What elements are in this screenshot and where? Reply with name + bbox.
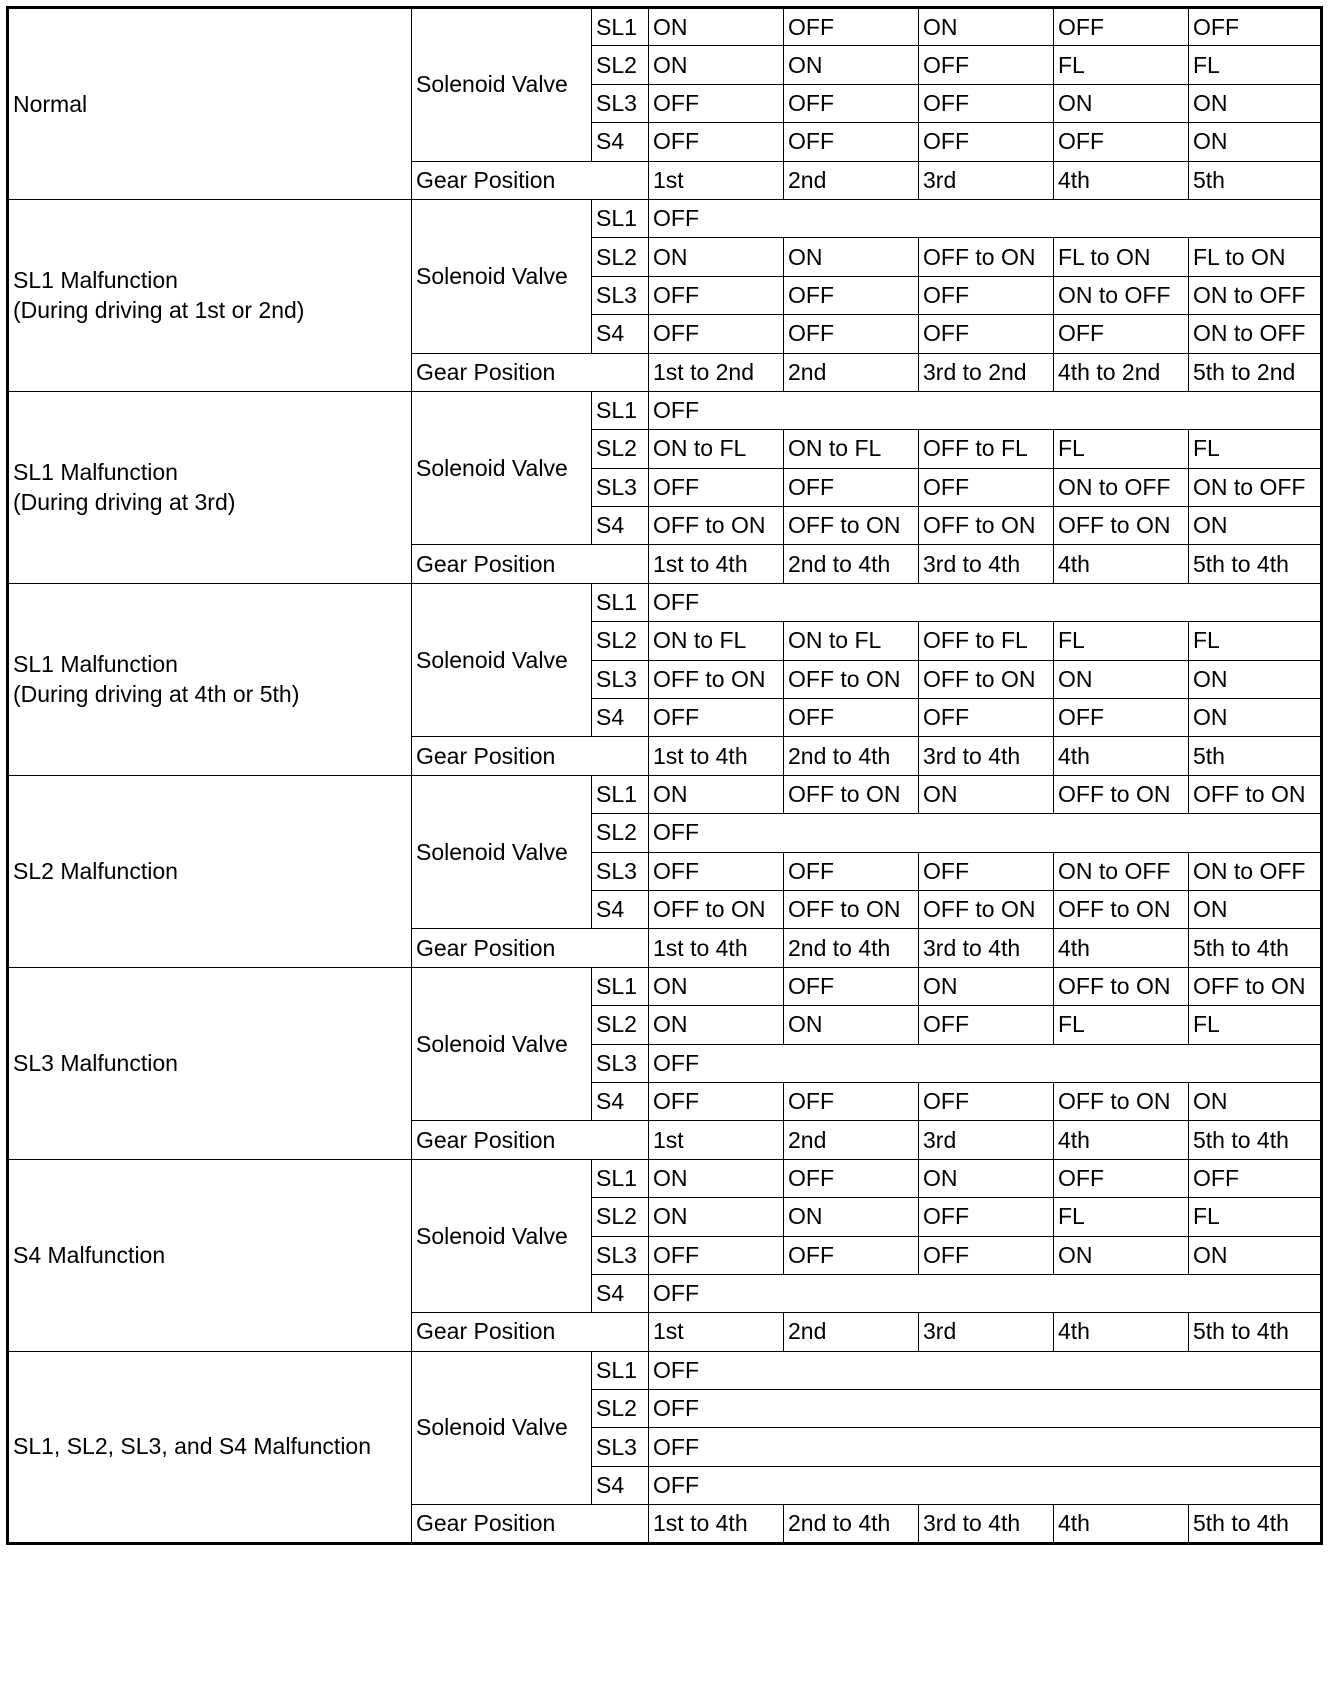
valve-state: ON to FL	[784, 622, 919, 660]
valve-state: OFF	[919, 1082, 1054, 1120]
valve-state: OFF to ON	[1054, 507, 1189, 545]
condition-cell: SL1, SL2, SL3, and S4 Malfunction	[8, 1351, 412, 1543]
valve-state: FL to ON	[1189, 238, 1322, 276]
valve-row	[8, 583, 1322, 621]
valve-state: OFF	[1054, 1159, 1189, 1197]
valve-state: OFF	[649, 468, 784, 506]
valve-name: SL3	[592, 852, 649, 890]
valve-state: ON	[1189, 890, 1322, 928]
valve-state: OFF	[649, 699, 784, 737]
valve-name: SL2	[592, 1006, 649, 1044]
valve-row	[8, 1351, 1322, 1389]
valve-state: OFF to ON	[919, 507, 1054, 545]
valve-state: OFF to ON	[1189, 967, 1322, 1005]
valve-name: SL3	[592, 276, 649, 314]
valve-state: OFF	[649, 123, 784, 161]
valve-state: OFF	[919, 315, 1054, 353]
gear-position-label: Gear Position	[412, 1505, 649, 1543]
condition-cell: SL2 Malfunction	[8, 775, 412, 967]
gear-value: 3rd to 4th	[919, 929, 1054, 967]
component-label: Solenoid Valve	[412, 199, 592, 353]
valve-state: OFF to ON	[784, 660, 919, 698]
valve-state: OFF	[649, 1274, 1322, 1312]
component-label: Solenoid Valve	[412, 775, 592, 929]
gear-value: 5th to 4th	[1189, 1313, 1322, 1351]
valve-state: ON to FL	[649, 430, 784, 468]
valve-name: S4	[592, 1082, 649, 1120]
gear-position-label: Gear Position	[412, 161, 649, 199]
valve-state: OFF	[649, 583, 1322, 621]
gear-value: 1st to 4th	[649, 737, 784, 775]
gear-value: 2nd to 4th	[784, 545, 919, 583]
valve-name: S4	[592, 507, 649, 545]
valve-state: ON	[1189, 1236, 1322, 1274]
valve-state: OFF	[919, 1198, 1054, 1236]
valve-state: OFF	[919, 468, 1054, 506]
valve-state: ON	[649, 967, 784, 1005]
gear-value: 5th to 4th	[1189, 1121, 1322, 1159]
gear-value: 2nd to 4th	[784, 737, 919, 775]
valve-state: ON	[919, 967, 1054, 1005]
valve-state: OFF	[649, 1428, 1322, 1466]
gear-value: 4th	[1054, 1121, 1189, 1159]
valve-state: ON	[1189, 84, 1322, 122]
valve-name: S4	[592, 315, 649, 353]
valve-state: OFF	[784, 852, 919, 890]
condition-cell: SL1 Malfunction (During driving at 1st or 2nd)	[8, 199, 412, 391]
gear-value: 4th	[1054, 161, 1189, 199]
valve-name: S4	[592, 699, 649, 737]
valve-state: OFF	[649, 199, 1322, 237]
gear-value: 3rd to 4th	[919, 1505, 1054, 1543]
valve-state: OFF	[919, 1006, 1054, 1044]
valve-state: OFF	[784, 8, 919, 46]
valve-state: OFF to ON	[784, 507, 919, 545]
condition-cell: SL1 Malfunction (During driving at 4th or 5th)	[8, 583, 412, 775]
valve-state: OFF	[1189, 1159, 1322, 1197]
valve-state: OFF to ON	[1054, 967, 1189, 1005]
valve-state: OFF to ON	[784, 775, 919, 813]
valve-state: OFF	[784, 1082, 919, 1120]
gear-value: 1st to 2nd	[649, 353, 784, 391]
valve-state: OFF to ON	[649, 507, 784, 545]
component-label: Solenoid Valve	[412, 1351, 592, 1505]
valve-state: OFF	[784, 1236, 919, 1274]
valve-name: SL1	[592, 967, 649, 1005]
gear-value: 1st	[649, 1313, 784, 1351]
valve-name: SL3	[592, 660, 649, 698]
condition-cell: S4 Malfunction	[8, 1159, 412, 1351]
valve-state: ON	[784, 1198, 919, 1236]
gear-value: 2nd	[784, 353, 919, 391]
valve-state: FL to ON	[1054, 238, 1189, 276]
valve-name: SL3	[592, 1428, 649, 1466]
valve-state: OFF	[784, 967, 919, 1005]
valve-state: OFF	[649, 315, 784, 353]
gear-value: 3rd to 2nd	[919, 353, 1054, 391]
valve-state: FL	[1189, 1006, 1322, 1044]
valve-state: ON	[1189, 1082, 1322, 1120]
valve-state: ON to FL	[784, 430, 919, 468]
gear-value: 5th to 4th	[1189, 545, 1322, 583]
gear-value: 2nd	[784, 1121, 919, 1159]
valve-state: OFF to ON	[919, 890, 1054, 928]
valve-state: ON to OFF	[1189, 468, 1322, 506]
valve-state: OFF	[784, 276, 919, 314]
valve-state: ON to OFF	[1189, 315, 1322, 353]
valve-state: ON	[784, 46, 919, 84]
valve-state: ON	[649, 238, 784, 276]
gear-value: 5th to 2nd	[1189, 353, 1322, 391]
valve-state: ON to OFF	[1054, 468, 1189, 506]
gear-value: 1st to 4th	[649, 929, 784, 967]
valve-state: ON	[784, 1006, 919, 1044]
valve-state: OFF to ON	[649, 660, 784, 698]
valve-state: ON	[649, 1159, 784, 1197]
valve-state: ON	[1054, 1236, 1189, 1274]
valve-state: OFF to ON	[1189, 775, 1322, 813]
valve-row	[8, 775, 1322, 813]
valve-state: ON	[919, 775, 1054, 813]
valve-state: OFF to ON	[919, 238, 1054, 276]
gear-value: 5th	[1189, 737, 1322, 775]
valve-state: ON to OFF	[1189, 852, 1322, 890]
valve-state: OFF	[784, 699, 919, 737]
valve-name: S4	[592, 123, 649, 161]
valve-name: S4	[592, 1466, 649, 1504]
valve-name: SL2	[592, 430, 649, 468]
valve-name: SL2	[592, 814, 649, 852]
valve-state: FL	[1054, 622, 1189, 660]
valve-state: FL	[1189, 46, 1322, 84]
valve-state: ON	[649, 46, 784, 84]
valve-state: ON	[784, 238, 919, 276]
valve-state: ON	[919, 8, 1054, 46]
valve-state: FL	[1054, 1198, 1189, 1236]
valve-state: OFF	[1054, 315, 1189, 353]
valve-state: OFF	[1054, 123, 1189, 161]
valve-name: SL3	[592, 468, 649, 506]
valve-state: OFF	[649, 1466, 1322, 1504]
valve-state: ON to FL	[649, 622, 784, 660]
gear-position-label: Gear Position	[412, 929, 649, 967]
valve-name: SL3	[592, 1236, 649, 1274]
gear-value: 5th	[1189, 161, 1322, 199]
component-label: Solenoid Valve	[412, 8, 592, 162]
valve-state: ON	[649, 8, 784, 46]
valve-name: SL1	[592, 583, 649, 621]
valve-state: ON	[1189, 660, 1322, 698]
valve-state: OFF to ON	[919, 660, 1054, 698]
valve-state: OFF	[784, 468, 919, 506]
gear-value: 5th to 4th	[1189, 929, 1322, 967]
valve-state: OFF to ON	[1054, 1082, 1189, 1120]
valve-state: ON	[649, 1006, 784, 1044]
component-label: Solenoid Valve	[412, 967, 592, 1121]
valve-state: ON to OFF	[1189, 276, 1322, 314]
valve-state: OFF	[649, 276, 784, 314]
gear-value: 2nd	[784, 161, 919, 199]
valve-state: OFF	[1054, 699, 1189, 737]
valve-state: OFF	[919, 1236, 1054, 1274]
valve-state: FL	[1054, 46, 1189, 84]
valve-state: OFF	[1054, 8, 1189, 46]
valve-state: OFF to ON	[1054, 775, 1189, 813]
valve-state: ON	[1054, 84, 1189, 122]
gear-value: 3rd	[919, 1313, 1054, 1351]
component-label: Solenoid Valve	[412, 391, 592, 545]
gear-value: 3rd to 4th	[919, 545, 1054, 583]
valve-state: OFF to FL	[919, 622, 1054, 660]
valve-name: SL2	[592, 46, 649, 84]
gear-position-label: Gear Position	[412, 353, 649, 391]
valve-name: SL3	[592, 84, 649, 122]
gear-position-label: Gear Position	[412, 737, 649, 775]
valve-name: SL1	[592, 391, 649, 429]
valve-state: OFF to ON	[1054, 890, 1189, 928]
gear-value: 3rd	[919, 161, 1054, 199]
valve-state: OFF	[919, 852, 1054, 890]
valve-state: ON	[649, 775, 784, 813]
valve-state: OFF to ON	[784, 890, 919, 928]
gear-value: 2nd to 4th	[784, 929, 919, 967]
gear-value: 4th	[1054, 929, 1189, 967]
gear-value: 3rd	[919, 1121, 1054, 1159]
valve-name: SL2	[592, 1198, 649, 1236]
valve-state: OFF	[649, 1044, 1322, 1082]
valve-state: OFF	[784, 1159, 919, 1197]
valve-state: ON	[1054, 660, 1189, 698]
component-label: Solenoid Valve	[412, 583, 592, 737]
gear-value: 2nd	[784, 1313, 919, 1351]
gear-value: 4th	[1054, 1313, 1189, 1351]
valve-row	[8, 8, 1322, 46]
gear-position-label: Gear Position	[412, 1313, 649, 1351]
valve-state: OFF	[649, 1236, 784, 1274]
valve-state: OFF	[919, 84, 1054, 122]
solenoid-malfunction-table	[6, 6, 1323, 1545]
gear-value: 4th	[1054, 545, 1189, 583]
gear-value: 4th	[1054, 737, 1189, 775]
gear-value: 2nd to 4th	[784, 1505, 919, 1543]
valve-name: SL1	[592, 1351, 649, 1389]
valve-row	[8, 391, 1322, 429]
gear-value: 3rd to 4th	[919, 737, 1054, 775]
gear-value: 4th to 2nd	[1054, 353, 1189, 391]
valve-row	[8, 967, 1322, 1005]
valve-row	[8, 1159, 1322, 1197]
valve-state: OFF	[649, 84, 784, 122]
valve-name: SL1	[592, 1159, 649, 1197]
valve-state: OFF to FL	[919, 430, 1054, 468]
valve-state: OFF	[784, 315, 919, 353]
gear-position-label: Gear Position	[412, 1121, 649, 1159]
valve-name: S4	[592, 1274, 649, 1312]
valve-state: OFF	[1189, 8, 1322, 46]
valve-state: OFF	[649, 852, 784, 890]
valve-state: ON	[1189, 123, 1322, 161]
condition-cell: SL1 Malfunction (During driving at 3rd)	[8, 391, 412, 583]
valve-state: OFF	[919, 46, 1054, 84]
valve-state: ON	[919, 1159, 1054, 1197]
valve-state: FL	[1189, 1198, 1322, 1236]
gear-position-label: Gear Position	[412, 545, 649, 583]
valve-state: OFF	[919, 276, 1054, 314]
component-label: Solenoid Valve	[412, 1159, 592, 1313]
valve-state: OFF	[649, 1390, 1322, 1428]
valve-name: SL3	[592, 1044, 649, 1082]
valve-state: OFF	[919, 123, 1054, 161]
condition-cell: Normal	[8, 8, 412, 200]
valve-state: ON	[1189, 507, 1322, 545]
valve-state: ON	[1189, 699, 1322, 737]
valve-name: SL1	[592, 199, 649, 237]
table-body	[8, 8, 1322, 1544]
valve-state: OFF	[649, 1082, 784, 1120]
valve-name: SL2	[592, 1390, 649, 1428]
valve-state: FL	[1054, 1006, 1189, 1044]
valve-name: SL2	[592, 622, 649, 660]
valve-state: FL	[1189, 622, 1322, 660]
valve-name: SL2	[592, 238, 649, 276]
gear-value: 1st	[649, 1121, 784, 1159]
valve-state: OFF	[784, 123, 919, 161]
valve-state: ON to OFF	[1054, 276, 1189, 314]
gear-value: 4th	[1054, 1505, 1189, 1543]
valve-state: OFF	[649, 814, 1322, 852]
valve-state: OFF	[649, 1351, 1322, 1389]
valve-state: FL	[1189, 430, 1322, 468]
valve-state: OFF to ON	[649, 890, 784, 928]
gear-value: 1st to 4th	[649, 545, 784, 583]
valve-state: FL	[1054, 430, 1189, 468]
valve-state: ON to OFF	[1054, 852, 1189, 890]
valve-state: ON	[649, 1198, 784, 1236]
valve-name: S4	[592, 890, 649, 928]
gear-value: 5th to 4th	[1189, 1505, 1322, 1543]
valve-state: OFF	[649, 391, 1322, 429]
condition-cell: SL3 Malfunction	[8, 967, 412, 1159]
valve-row	[8, 199, 1322, 237]
valve-state: OFF	[784, 84, 919, 122]
valve-name: SL1	[592, 775, 649, 813]
valve-name: SL1	[592, 8, 649, 46]
gear-value: 1st to 4th	[649, 1505, 784, 1543]
valve-state: OFF	[919, 699, 1054, 737]
gear-value: 1st	[649, 161, 784, 199]
